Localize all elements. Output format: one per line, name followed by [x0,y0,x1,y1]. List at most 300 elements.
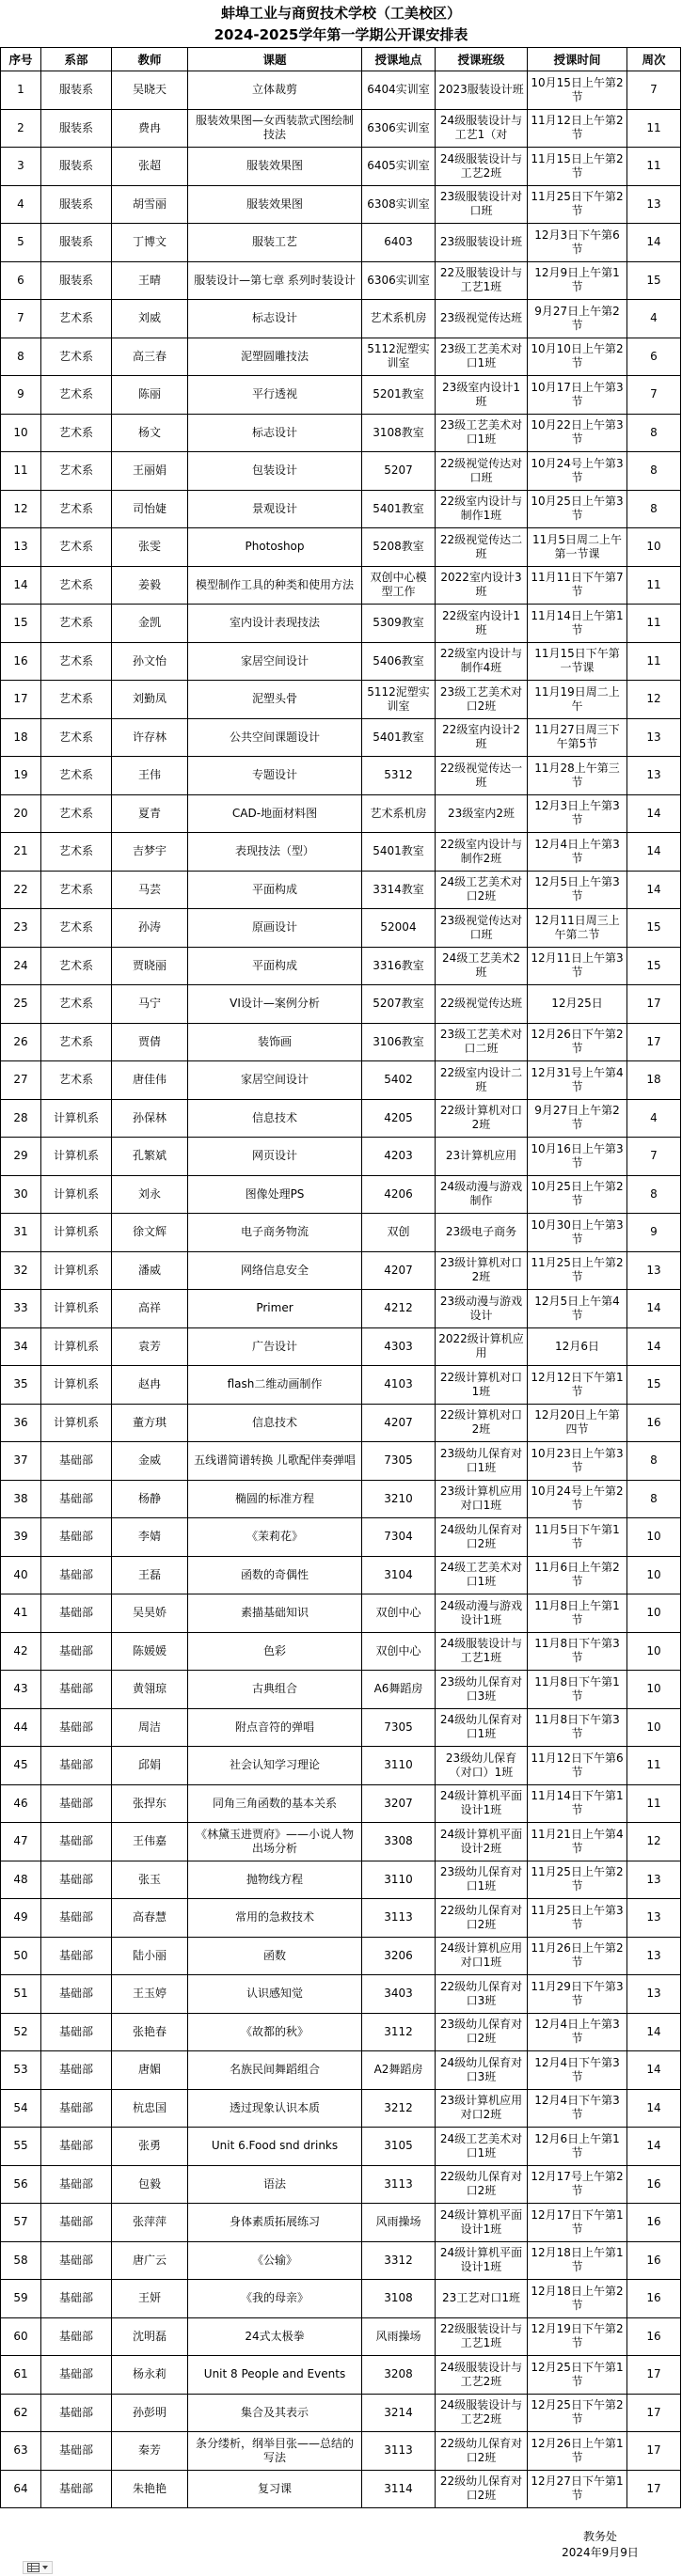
cell-class: 23级工艺美术对口二班 [436,1024,528,1062]
cell-time: 11月6日上午第2节 [528,1557,627,1595]
cell-teacher: 唐媚 [112,2051,188,2090]
cell-place: 7304 [362,1518,436,1557]
cell-dept: 艺术系 [41,643,112,682]
cell-dept: 基础部 [41,2318,112,2357]
cell-class: 2022级计算机应用 [436,1328,528,1367]
cell-dept: 基础部 [41,1785,112,1824]
table-row [1,262,681,301]
table-row [1,2128,681,2166]
cell-time: 10月16日上午第3节 [528,1138,627,1176]
cell-topic: 标志设计 [188,300,362,338]
cell-topic: 函数 [188,1938,362,1976]
cell-class: 22级室内设计二班 [436,1061,528,1100]
cell-topic: 家居空间设计 [188,643,362,682]
cell-time: 12月25日 [528,985,627,1024]
cell-class: 24级计算机平面设计1班 [436,2242,528,2281]
cell-dept: 计算机系 [41,1328,112,1367]
cell-place: 双创 [362,1214,436,1252]
cell-no: 35 [1,1366,41,1405]
cell-dept: 艺术系 [41,872,112,910]
cell-dept: 基础部 [41,2356,112,2395]
cell-place: 3207 [362,1785,436,1824]
cell-dept: 艺术系 [41,567,112,605]
column-header-place: 授课地点 [362,48,436,71]
cell-dept: 基础部 [41,2014,112,2052]
cell-place: 风雨操场 [362,2204,436,2242]
cell-place: 4203 [362,1138,436,1176]
cell-week: 10 [627,528,681,567]
cell-dept: 基础部 [41,1709,112,1748]
cell-place: 3312 [362,2242,436,2281]
cell-time: 11月25日上午第2节 [528,1861,627,1900]
cell-time: 9月27日上午第2节 [528,1100,627,1139]
cell-place: 5201教室 [362,376,436,415]
cell-no: 30 [1,1176,41,1215]
cell-week: 10 [627,1594,681,1633]
cell-topic: 《公输》 [188,2242,362,2281]
cell-place: 3108 [362,2280,436,2318]
cell-week: 8 [627,1481,681,1519]
table-row [1,2471,681,2509]
cell-class: 22级室内设计2班 [436,719,528,758]
cell-dept: 艺术系 [41,719,112,758]
cell-topic: 复习课 [188,2471,362,2509]
cell-teacher: 王玉婷 [112,1975,188,2014]
cell-no: 17 [1,681,41,719]
cell-week: 13 [627,757,681,795]
cell-week: 14 [627,224,681,262]
cell-place: 5207 [362,452,436,491]
paste-options-icon[interactable] [27,2563,40,2572]
cell-topic: 服装设计—第七章 系列时装设计 [188,262,362,301]
cell-topic: 景观设计 [188,491,362,529]
cell-teacher: 杨永莉 [112,2356,188,2395]
cell-dept: 服装系 [41,71,112,110]
cell-time: 11月11日下午第7节 [528,567,627,605]
cell-no: 62 [1,2395,41,2433]
cell-no: 39 [1,1518,41,1557]
cell-teacher: 唐广云 [112,2242,188,2281]
cell-dept: 基础部 [41,2204,112,2242]
cell-place: 风雨操场 [362,2318,436,2357]
cell-class: 23级室内设计1班 [436,376,528,415]
cell-dept: 艺术系 [41,1061,112,1100]
cell-teacher: 丁博文 [112,224,188,262]
cell-teacher: 秦芳 [112,2432,188,2471]
cell-topic: 集合及其表示 [188,2395,362,2433]
cell-dept: 基础部 [41,1594,112,1633]
cell-week: 14 [627,833,681,872]
cell-dept: 艺术系 [41,909,112,948]
cell-place: 5402 [362,1061,436,1100]
cell-topic: 身体素质拓展练习 [188,2204,362,2242]
column-header-time: 授课时间 [528,48,627,71]
cell-topic: 色彩 [188,1633,362,1672]
cell-place: 3114 [362,2471,436,2509]
cell-dept: 基础部 [41,1747,112,1785]
cell-topic: 广告设计 [188,1328,362,1367]
cell-teacher: 王晴 [112,262,188,301]
cell-class: 23级视觉传达班 [436,300,528,338]
cell-time: 10月17日上午第3节 [528,376,627,415]
cell-week: 11 [627,148,681,186]
cell-dept: 基础部 [41,2242,112,2281]
table-row [1,1138,681,1176]
table-body [1,71,681,2508]
cell-week: 7 [627,1138,681,1176]
cell-class: 22级计算机对口2班 [436,1100,528,1139]
cell-teacher: 李婧 [112,1518,188,1557]
cell-week: 14 [627,1290,681,1328]
cell-teacher: 董方琪 [112,1405,188,1443]
cell-no: 38 [1,1481,41,1519]
cell-teacher: 张雯 [112,528,188,567]
table-row [1,300,681,338]
cell-time: 12月5日上午第4节 [528,1290,627,1328]
cell-place: 3308 [362,1823,436,1861]
cell-dept: 基础部 [41,2395,112,2433]
cell-time: 11月12日下午第6节 [528,1747,627,1785]
cell-class: 22级幼儿保育对口3班 [436,1975,528,2014]
table-row [1,2166,681,2205]
cell-teacher: 孔繁斌 [112,1138,188,1176]
cell-place: A6舞蹈房 [362,1671,436,1709]
cell-week: 14 [627,872,681,910]
cell-week: 7 [627,376,681,415]
cell-time: 11月8日上午第1节 [528,1594,627,1633]
cell-week: 15 [627,909,681,948]
table-row [1,528,681,567]
cell-teacher: 包毅 [112,2166,188,2205]
cell-week: 8 [627,452,681,491]
cell-no: 8 [1,338,41,377]
cell-class: 22级室内设计1班 [436,605,528,643]
cell-class: 23级幼儿保育（对口）1班 [436,1747,528,1785]
cell-week: 12 [627,1823,681,1861]
cell-time: 11月25日下午第2节 [528,186,627,225]
cell-no: 31 [1,1214,41,1252]
cell-class: 22级视觉传达一班 [436,757,528,795]
cell-no: 21 [1,833,41,872]
cell-topic: 公共空间课题设计 [188,719,362,758]
cell-dept: 基础部 [41,2051,112,2090]
cell-teacher: 高春慧 [112,1899,188,1938]
cell-no: 16 [1,643,41,682]
cell-class: 23级计算机对口2班 [436,1252,528,1291]
cell-class: 23级工艺美术对口1班 [436,415,528,453]
cell-class: 23级服装设计对口班 [436,186,528,225]
chevron-down-icon[interactable] [42,2566,48,2569]
cell-time: 11月5日周二上午第一节课 [528,528,627,567]
cell-teacher: 王妍 [112,2280,188,2318]
cell-class: 23工艺对口1班 [436,2280,528,2318]
cell-time: 11月8日下午第3节 [528,1633,627,1672]
cell-topic: 表现技法（型） [188,833,362,872]
cell-dept: 基础部 [41,1671,112,1709]
table-row [1,1214,681,1252]
table-row [1,338,681,377]
cell-class: 24级幼儿保育对口1班 [436,1709,528,1748]
cell-time: 12月3日下午第6节 [528,224,627,262]
cell-topic: Photoshop [188,528,362,567]
cell-week: 16 [627,2280,681,2318]
table-row [1,795,681,834]
table-row [1,415,681,453]
table-row [1,1785,681,1824]
table-row [1,1671,681,1709]
table-row [1,605,681,643]
cell-week: 8 [627,491,681,529]
cell-week: 17 [627,985,681,1024]
cell-no: 48 [1,1861,41,1900]
table-row [1,1176,681,1215]
cell-time: 9月27日上午第2节 [528,300,627,338]
table-row [1,1100,681,1139]
cell-week: 10 [627,1518,681,1557]
table-row [1,2280,681,2318]
cell-teacher: 张萍萍 [112,2204,188,2242]
cell-class: 24级服装设计与工艺2班 [436,148,528,186]
cell-dept: 基础部 [41,2166,112,2205]
cell-teacher: 唐佳伟 [112,1061,188,1100]
cell-class: 24级服装设计与工艺2班 [436,2356,528,2395]
cell-week: 11 [627,643,681,682]
cell-dept: 服装系 [41,110,112,149]
cell-place: 4212 [362,1290,436,1328]
cell-time: 11月15日上午第2节 [528,148,627,186]
table-row [1,1633,681,1672]
cell-week: 17 [627,2395,681,2433]
cell-topic: 认识感知觉 [188,1975,362,2014]
table-row [1,1899,681,1938]
cell-dept: 服装系 [41,262,112,301]
cell-topic: 泥塑圆雕技法 [188,338,362,377]
table-row [1,1823,681,1861]
paste-options-button[interactable] [23,2561,53,2574]
table-row [1,110,681,149]
cell-dept: 艺术系 [41,948,112,986]
cell-time: 10月30日上午第3节 [528,1214,627,1252]
table-row [1,224,681,262]
cell-class: 24级动漫与游戏制作 [436,1176,528,1215]
cell-time: 12月25日下午第1节 [528,2356,627,2395]
cell-class: 22级幼儿保育对口2班 [436,2471,528,2509]
cell-no: 10 [1,415,41,453]
cell-class: 24级计算机平面设计1班 [436,2204,528,2242]
cell-dept: 基础部 [41,1938,112,1976]
cell-place: 3212 [362,2090,436,2128]
cell-topic: 素描基础知识 [188,1594,362,1633]
cell-no: 3 [1,148,41,186]
cell-teacher: 潘威 [112,1252,188,1291]
cell-week: 13 [627,1252,681,1291]
cell-teacher: 金凯 [112,605,188,643]
cell-dept: 计算机系 [41,1252,112,1291]
cell-week: 7 [627,71,681,110]
cell-no: 51 [1,1975,41,2014]
cell-teacher: 沈明磊 [112,2318,188,2357]
cell-no: 13 [1,528,41,567]
cell-week: 10 [627,1709,681,1748]
cell-class: 22级服装设计与工艺1班 [436,2318,528,2357]
cell-week: 16 [627,2204,681,2242]
cell-place: 双创中心 [362,1633,436,1672]
cell-topic: 抛物线方程 [188,1861,362,1900]
cell-topic: 服装效果图 [188,148,362,186]
cell-teacher: 黄翎琼 [112,1671,188,1709]
cell-week: 14 [627,2090,681,2128]
cell-no: 9 [1,376,41,415]
cell-time: 12月26日下午第2节 [528,1024,627,1062]
cell-dept: 计算机系 [41,1290,112,1328]
cell-time: 11月14日下午第1节 [528,1785,627,1824]
cell-topic: 椭圆的标准方程 [188,1481,362,1519]
cell-no: 24 [1,948,41,986]
cell-teacher: 张捍东 [112,1785,188,1824]
cell-time: 12月4日上午第3节 [528,2014,627,2052]
cell-week: 16 [627,2318,681,2357]
cell-class: 22级幼儿保育对口2班 [436,2166,528,2205]
cell-no: 63 [1,2432,41,2471]
table-row [1,1747,681,1785]
cell-time: 10月15日上午第2节 [528,71,627,110]
cell-week: 13 [627,1899,681,1938]
cell-dept: 服装系 [41,224,112,262]
cell-topic: 装饰画 [188,1024,362,1062]
cell-time: 11月26日上午第2节 [528,1938,627,1976]
cell-time: 12月11日上午第3节 [528,948,627,986]
cell-topic: 附点音符的弹唱 [188,1709,362,1748]
cell-no: 40 [1,1557,41,1595]
cell-topic: Primer [188,1290,362,1328]
table-row [1,1709,681,1748]
cell-dept: 计算机系 [41,1138,112,1176]
cell-no: 14 [1,567,41,605]
cell-week: 13 [627,1861,681,1900]
cell-dept: 艺术系 [41,300,112,338]
cell-week: 18 [627,1061,681,1100]
cell-dept: 基础部 [41,1481,112,1519]
cell-time: 10月24号上午第3节 [528,452,627,491]
cell-topic: 标志设计 [188,415,362,453]
cell-teacher: 高三春 [112,338,188,377]
cell-no: 61 [1,2356,41,2395]
cell-teacher: 王伟嘉 [112,1823,188,1861]
cell-time: 12月5日上午第3节 [528,872,627,910]
cell-time: 11月27日周三下午第5节 [528,719,627,758]
cell-class: 24级工艺美术对口1班 [436,2128,528,2166]
cell-topic: 名族民间舞蹈组合 [188,2051,362,2090]
cell-topic: 服装效果图 [188,186,362,225]
cell-topic: VI设计—案例分析 [188,985,362,1024]
cell-time: 12月18日上午第1节 [528,2242,627,2281]
cell-place: 5401教室 [362,491,436,529]
cell-place: 6308实训室 [362,186,436,225]
cell-teacher: 贾倩 [112,1024,188,1062]
cell-teacher: 刘永 [112,1176,188,1215]
cell-topic: 平面构成 [188,948,362,986]
cell-dept: 基础部 [41,1823,112,1861]
cell-no: 12 [1,491,41,529]
cell-place: 3110 [362,1747,436,1785]
cell-class: 22级视觉传达对口班 [436,452,528,491]
cell-topic: 服装工艺 [188,224,362,262]
cell-place: 4303 [362,1328,436,1367]
table-row [1,643,681,682]
cell-place: 3403 [362,1975,436,2014]
cell-place: 双创中心 [362,1594,436,1633]
cell-no: 42 [1,1633,41,1672]
cell-dept: 艺术系 [41,985,112,1024]
cell-teacher: 张勇 [112,2128,188,2166]
cell-week: 14 [627,2051,681,2090]
cell-topic: 同角三角函数的基本关系 [188,1785,362,1824]
cell-class: 24级服装设计与工艺1（对 [436,110,528,149]
cell-dept: 基础部 [41,2128,112,2166]
cell-topic: Unit 6.Food snd drinks [188,2128,362,2166]
cell-place: 4103 [362,1366,436,1405]
cell-week: 17 [627,2356,681,2395]
cell-class: 2023服装设计班 [436,71,528,110]
cell-class: 23级工艺美术对口2班 [436,681,528,719]
cell-no: 27 [1,1061,41,1100]
cell-time: 12月20日上午第四节 [528,1405,627,1443]
cell-week: 14 [627,1328,681,1367]
cell-topic: 网页设计 [188,1138,362,1176]
cell-teacher: 刘勤凤 [112,681,188,719]
cell-no: 47 [1,1823,41,1861]
table-row [1,1252,681,1291]
column-header-class: 授课班级 [436,48,528,71]
cell-place: 5208教室 [362,528,436,567]
cell-teacher: 陆小丽 [112,1938,188,1976]
cell-class: 22级室内设计与制作1班 [436,491,528,529]
cell-week: 10 [627,1633,681,1672]
cell-week: 8 [627,1176,681,1215]
cell-no: 19 [1,757,41,795]
cell-class: 22及服装设计与工艺1班 [436,262,528,301]
cell-dept: 艺术系 [41,452,112,491]
cell-time: 12月27日下午第1节 [528,2471,627,2509]
cell-no: 37 [1,1442,41,1481]
cell-topic: 条分缕析，纲举目张——总结的写法 [188,2432,362,2471]
cell-week: 13 [627,1938,681,1976]
cell-no: 36 [1,1405,41,1443]
cell-time: 10月10日上午第2节 [528,338,627,377]
cell-class: 24级幼儿保育对口3班 [436,2051,528,2090]
cell-place: 5312 [362,757,436,795]
cell-week: 4 [627,1100,681,1139]
cell-dept: 基础部 [41,2280,112,2318]
cell-no: 22 [1,872,41,910]
cell-place: 艺术系机房 [362,300,436,338]
cell-teacher: 杭忠国 [112,2090,188,2128]
cell-dept: 计算机系 [41,1214,112,1252]
cell-week: 10 [627,1671,681,1709]
cell-dept: 艺术系 [41,415,112,453]
cell-time: 12月12日下午第1节 [528,1366,627,1405]
cell-topic: 五线谱简谱转换 儿歌配伴奏弹唱 [188,1442,362,1481]
cell-no: 57 [1,2204,41,2242]
table-row [1,2432,681,2471]
cell-topic: 社会认知学习理论 [188,1747,362,1785]
cell-no: 29 [1,1138,41,1176]
cell-week: 14 [627,795,681,834]
cell-no: 6 [1,262,41,301]
cell-week: 16 [627,2166,681,2205]
cell-time: 11月25日上午第3节 [528,1899,627,1938]
issue-date: 2024年9月9日 [562,2546,639,2559]
